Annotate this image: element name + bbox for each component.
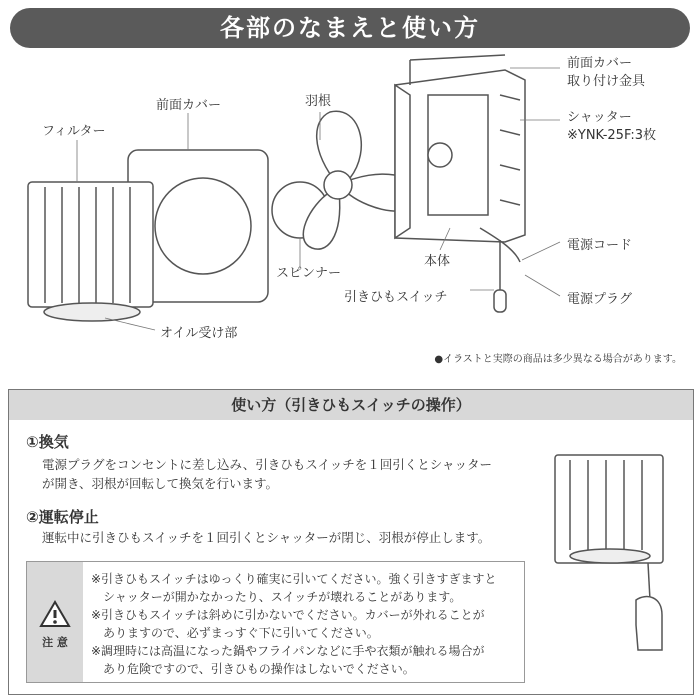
usage-heading: 使い方（引きひもスイッチの操作） bbox=[9, 390, 693, 420]
label-pull-switch: 引きひもスイッチ bbox=[344, 290, 448, 305]
section-stop-title: ②運転停止 bbox=[26, 508, 99, 526]
warning-icon bbox=[39, 600, 71, 628]
caution-side bbox=[27, 562, 83, 682]
label-blade: 羽根 bbox=[305, 94, 332, 109]
caution-label: 注 意 bbox=[42, 636, 68, 649]
filter-illustration bbox=[28, 182, 153, 307]
disclaimer-note: ●イラストと実際の商品は多少異なる場合があります。 bbox=[434, 354, 682, 365]
pull-switch-illustration bbox=[494, 290, 506, 312]
label-front-cover: 前面カバー bbox=[156, 98, 222, 113]
caution-box bbox=[26, 561, 525, 683]
page-title: 各部のなまえと使い方 bbox=[10, 8, 690, 48]
label-filter: フィルター bbox=[42, 124, 106, 139]
pull-cord-illustration bbox=[550, 450, 670, 665]
label-body: 本体 bbox=[424, 254, 451, 269]
ventilation-text-line1: 電源プラグをコンセントに差し込み、引きひもスイッチを１回引くとシャッター bbox=[42, 457, 493, 472]
section-ventilation-title: ①換気 bbox=[26, 433, 69, 451]
label-power-plug: 電源プラグ bbox=[567, 292, 633, 307]
label-oil-receiver: オイル受け部 bbox=[160, 326, 238, 341]
caution-text: ※引きひもスイッチはゆっくり確実に引いてください。強く引きすぎますと シャッターが開かなかったり、スイッチが壊れることがあります。 ※引きひもスイッチは斜めに引かないでください。カバーが外れることが ありますので、必ずまっすぐ下に引いてください。 ※調理時には高温になった鍋やフライパンなどに手や衣類が触れる場合が あり危険ですので、引きひもの操作はしないでください。 bbox=[91, 572, 497, 676]
label-front-cover-bracket-1: 前面カバー bbox=[567, 56, 633, 71]
label-shutter: シャッター bbox=[567, 110, 632, 125]
label-spinner: スピンナー bbox=[276, 266, 342, 281]
label-power-cord: 電源コード bbox=[567, 238, 633, 253]
main-body-illustration bbox=[395, 55, 525, 242]
stop-text-line1: 運転中に引きひもスイッチを１回引くとシャッターが閉じ、羽根が停止します。 bbox=[42, 530, 491, 545]
label-shutter-note: ※YNK-25F:3枚 bbox=[567, 128, 657, 143]
ventilation-text-line2: が開き、羽根が回転して換気を行います。 bbox=[42, 476, 279, 491]
label-front-cover-bracket-2: 取り付け金具 bbox=[567, 74, 646, 89]
